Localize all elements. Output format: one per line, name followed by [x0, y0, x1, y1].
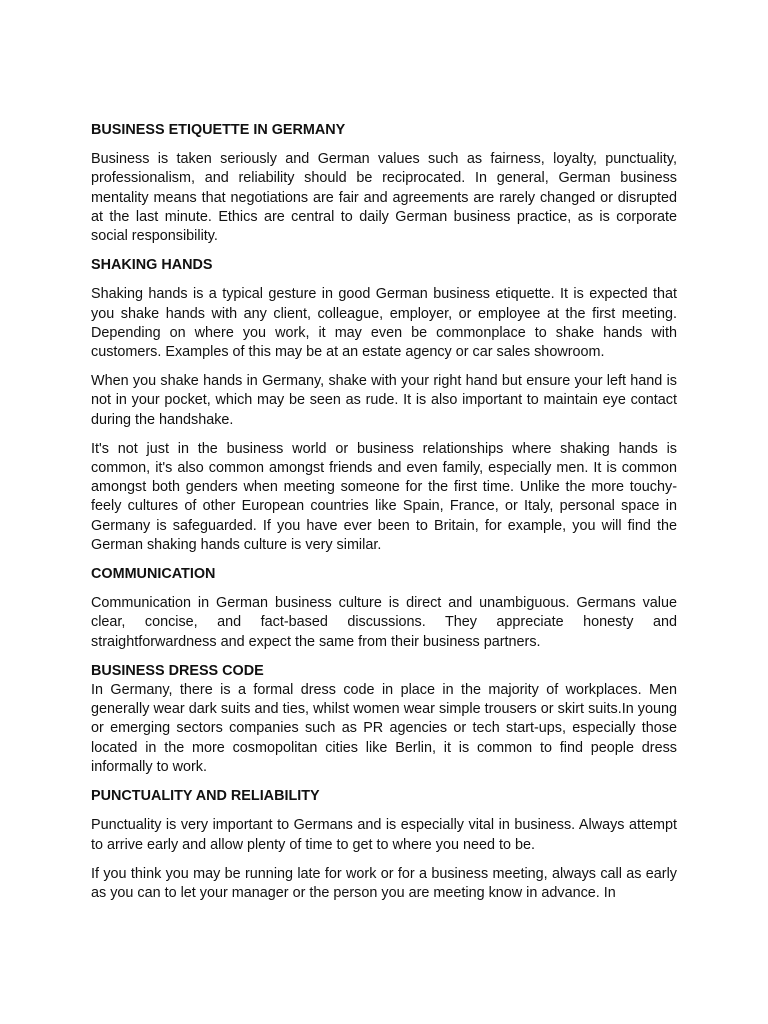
paragraph: If you think you may be running late for work or for a business meeting, always call as early as you can to let your manager or the person you are meeting know in advance. In	[91, 865, 677, 901]
paragraph: It's not just in the business world or business relationships where shaking hands is common, it's also common amongst friends and even family, especially men. It is common amongst both genders when meeting someone for the first time. Unlike the more touchy-feely cultures of other European countries like Spain, France, or Italy, personal space in Germany is safeguarded. If you have ever been to Britain, for example, you will find the German shaking hands culture is very similar.	[91, 440, 677, 553]
paragraph: Punctuality is very important to Germans and is especially vital in business. Always attempt to arrive early and allow plenty of time to get to where you need to be.	[91, 817, 677, 853]
section-heading-business-dress-code: BUSINESS DRESS CODE	[91, 662, 264, 679]
paragraph: When you shake hands in Germany, shake with your right hand but ensure your left hand is not in your pocket, which may be seen as rude. It is also important to maintain eye contact during the handshake.	[91, 373, 677, 428]
paragraph: Shaking hands is a typical gesture in good German business etiquette. It is expected that you shake hands with any client, colleague, employer, or employee at the first meeting. Depending on where you work, it may even be commonplace to shake hands with customers. Examples of this may be at an estate agency or car sales showroom.	[91, 286, 677, 361]
section-heading-business-etiquette: BUSINESS ETIQUETTE IN GERMANY	[91, 122, 346, 138]
section-heading-punctuality: PUNCTUALITY AND RELIABILITY	[91, 788, 320, 805]
paragraph: Business is taken seriously and German values such as fairness, loyalty, punctuality, professionalism, and reliability should be reciprocated. In general, German business mentality means that negotiations are fair and agreements are rarely changed or disrupted at the last minute. Ethics are central to daily German business practice, as is corporate social responsibility.	[91, 151, 677, 245]
paragraph: In Germany, there is a formal dress code in place in the majority of workplaces. Men generally wear dark suits and ties, whilst women wear simple trousers or skirt suits.In young or emerging sectors companies such as PR agencies or tech start-ups, especially those located in the more cosmopolitan cities like Berlin, it is common to find people dress informally to work.	[91, 682, 677, 775]
document-page	[91, 121, 677, 903]
section-heading-communication: COMMUNICATION	[91, 566, 216, 583]
section-heading-shaking-hands: SHAKING HANDS	[91, 257, 213, 274]
paragraph: Communication in German business culture is direct and unambiguous. Germans value clear, concise, and fact-based discussions. They appreciate honesty and straightforwardness and expect the same from their business partners.	[91, 595, 677, 650]
